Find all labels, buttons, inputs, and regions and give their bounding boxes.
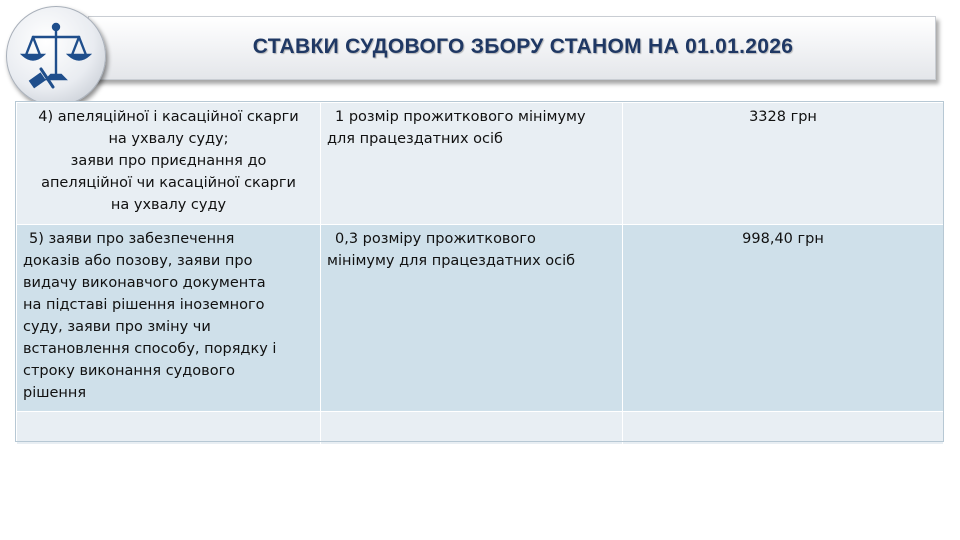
fee-item-cell [17,225,321,412]
fee-amount-cell [623,103,944,225]
basis-text-line: 0,3 розміру прожиткового [335,231,536,247]
item-text-line: 5) заяви про забезпечення [29,231,235,247]
court-fee-table [16,102,944,445]
scales-of-justice-gavel-icon [17,17,95,95]
empty-cell [321,412,623,445]
item-text-line: на ухвалу суду; [108,131,229,147]
page-title: СТАВКИ СУДОВОГО ЗБОРУ СТАНОМ НА 01.01.2026 [252,35,794,58]
logo [6,6,106,106]
fee-item-cell [17,103,321,225]
basis-text-line: для працездатних осіб [327,131,503,147]
table-row [17,103,944,225]
basis-text-line: мінімуму для працездатних осіб [327,253,576,269]
item-text-line: на ухвалу суду [110,197,227,213]
item-text-line: апеляційної чи касаційної скарги [41,175,296,191]
item-text-line: суду, заяви про зміну чи [23,319,211,335]
amount-text: 998,40 грн [742,231,824,247]
item-text-line: строку виконання судового [23,363,236,379]
table-row [17,225,944,412]
item-text-line: доказів або позову, заяви про [23,253,253,269]
item-text-line: 4) апеляційної і касаційної скарги [38,109,299,125]
table-row [17,412,944,445]
item-text-line: видачу виконавчого документа [23,275,266,291]
item-text-line: на підставі рішення іноземного [23,297,265,313]
fee-amount-cell [623,225,944,412]
fee-basis-cell [321,103,623,225]
empty-cell [17,412,321,445]
basis-text-line: 1 розмір прожиткового мінімуму [335,109,586,125]
amount-text: 3328 грн [749,109,817,125]
item-text-line: заяви про приєднання до [70,153,267,169]
item-text-line: рішення [23,385,87,401]
fee-basis-cell [321,225,623,412]
empty-cell [623,412,944,445]
item-text-line: встановлення способу, порядку і [23,341,277,357]
